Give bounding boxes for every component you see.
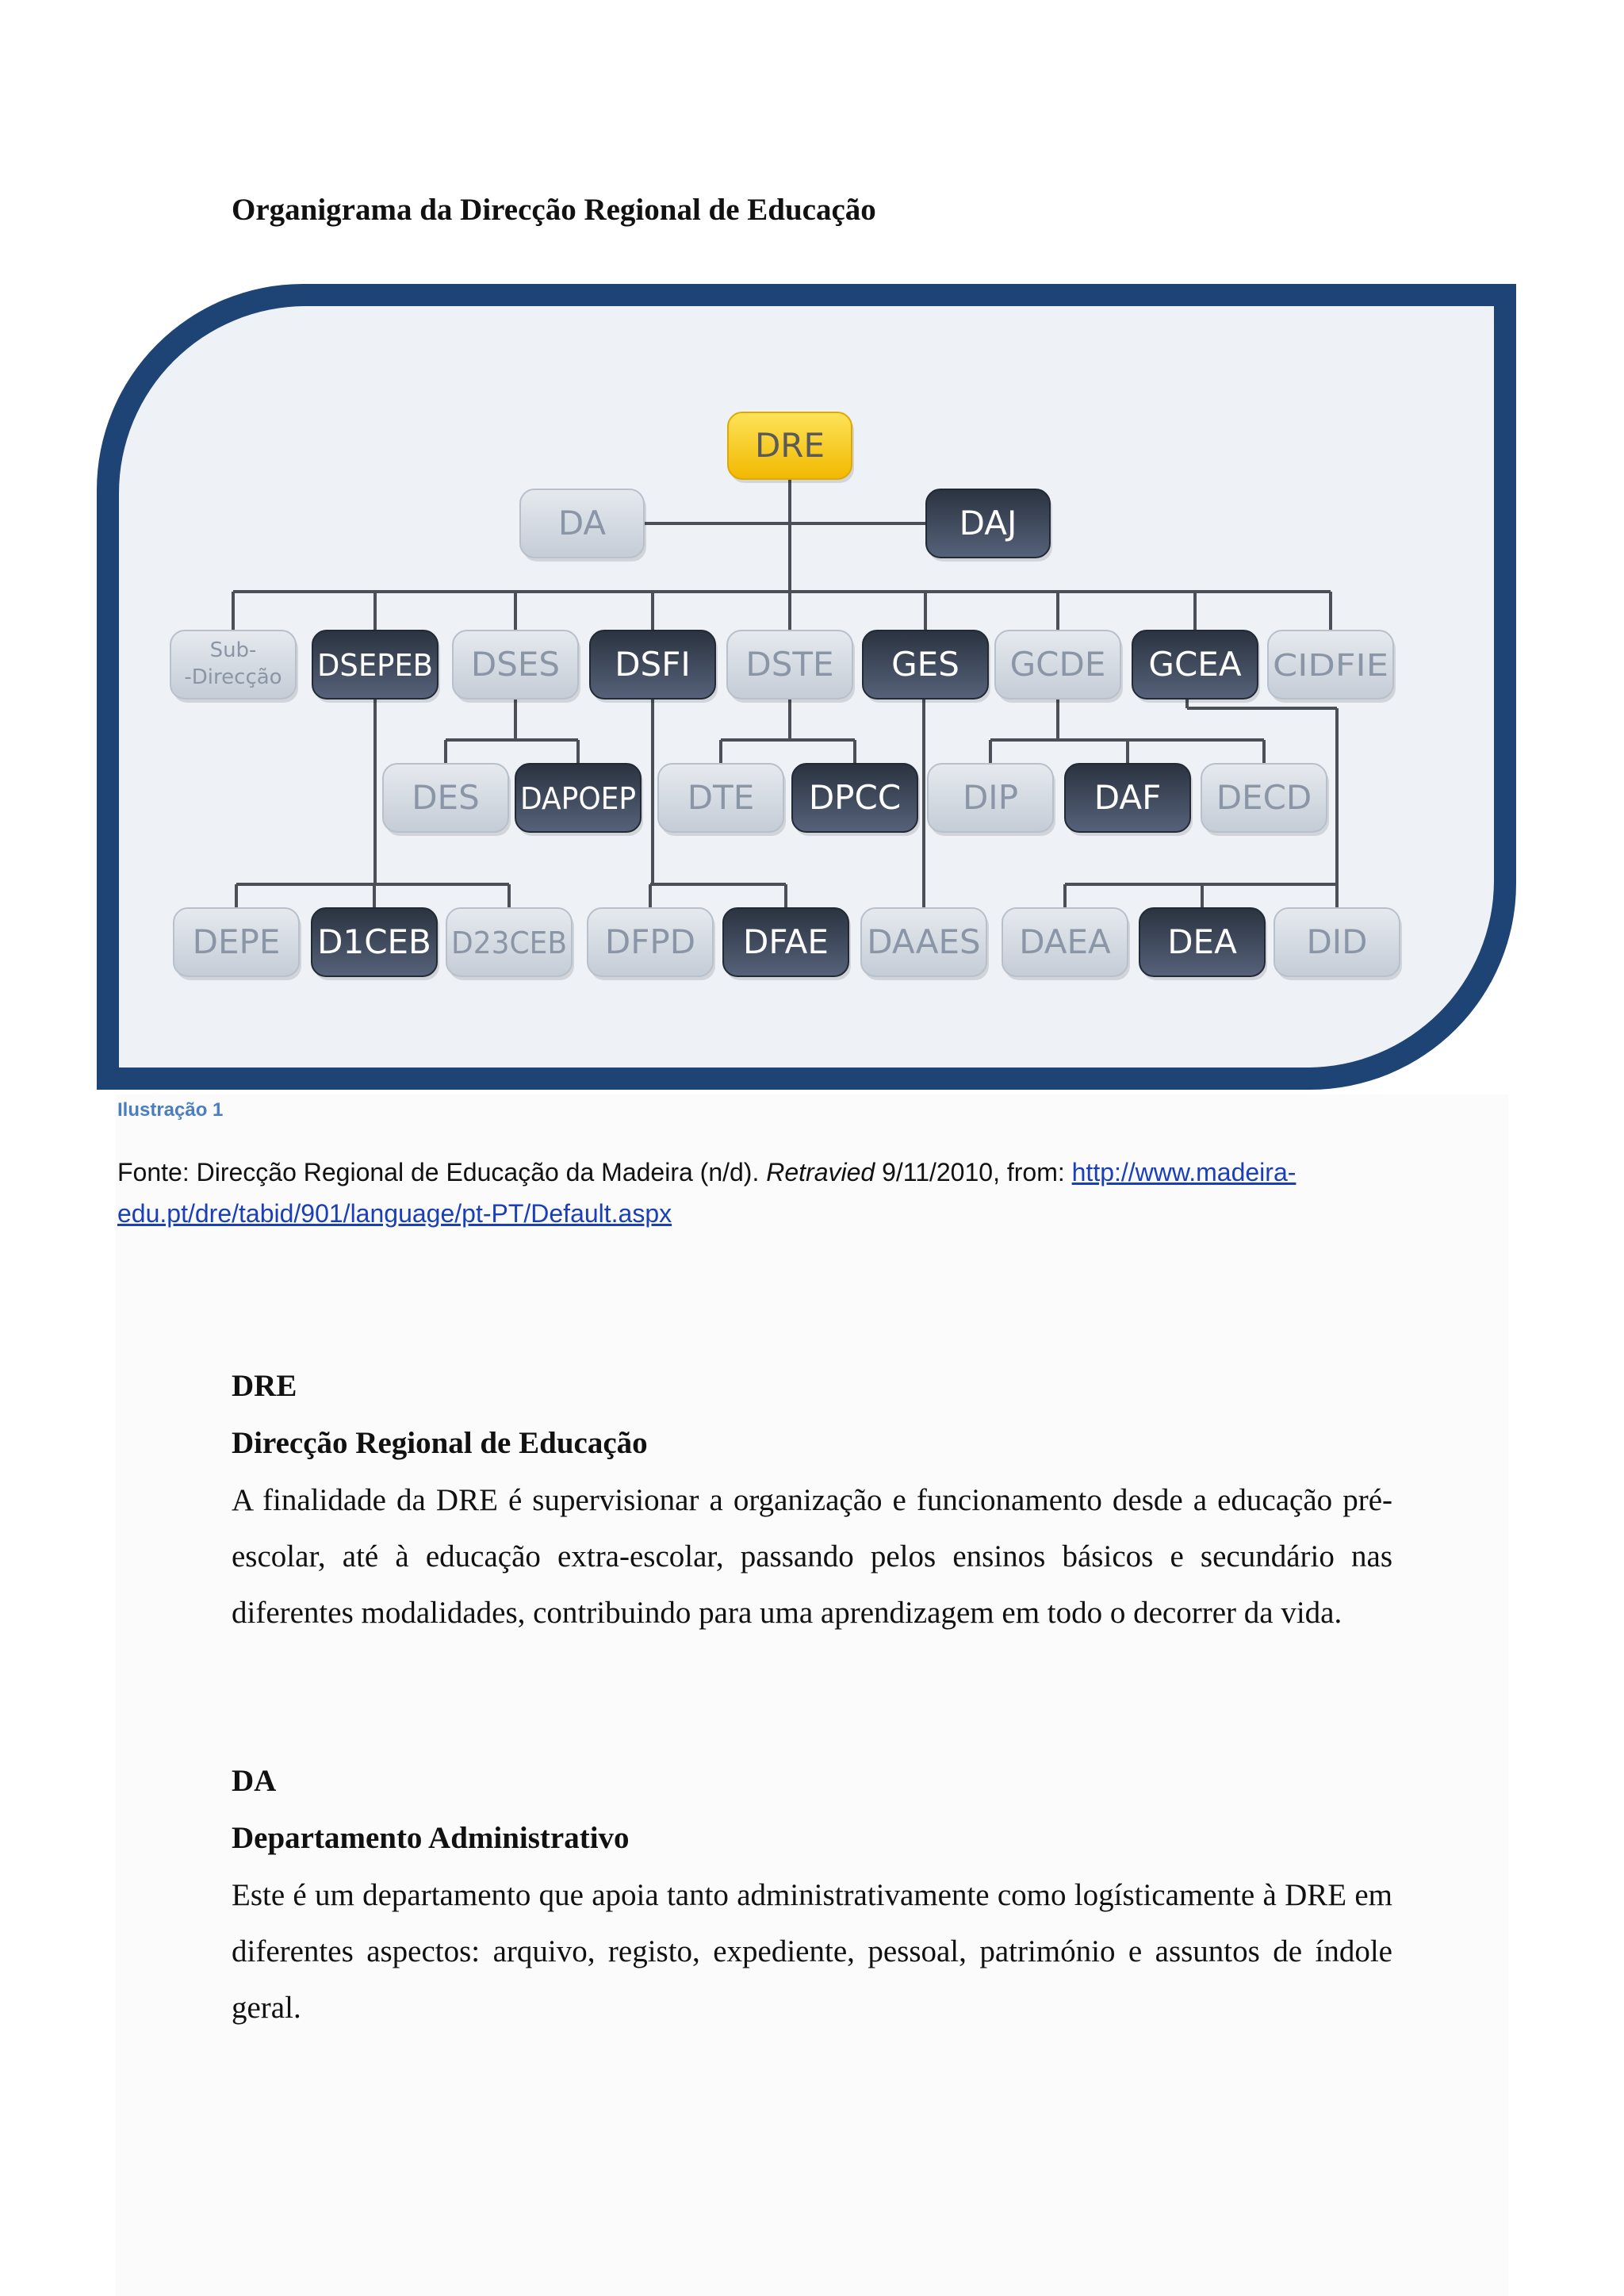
source-link[interactable]: http://www.madeira-edu.pt/dre/tabid/901/language/pt-PT/Default.aspx bbox=[117, 1158, 1297, 1228]
org-node-d1ceb bbox=[312, 908, 439, 980]
node-label: DFAE bbox=[743, 922, 829, 961]
document-title: Organigrama da Direcção Regional de Educação bbox=[232, 193, 876, 227]
node-label: DES bbox=[412, 778, 480, 817]
org-node-des bbox=[383, 764, 511, 836]
org-node-dea bbox=[1139, 908, 1267, 980]
section-abbreviation: DA bbox=[232, 1764, 277, 1798]
node-label: CIDFIE bbox=[1273, 648, 1388, 683]
source-middle: 9/11/2010, from: bbox=[875, 1158, 1072, 1186]
node-label: DAAES bbox=[867, 922, 981, 961]
section-body: Este é um departamento que apoia tanto administrativamente como logísticamente à DRE em diferentes aspectos: arquivo, registo, expediente, pessoal, património e assuntos de índole geral. bbox=[232, 1878, 1392, 2025]
org-node-dip bbox=[928, 764, 1055, 836]
org-node-daf bbox=[1065, 764, 1193, 836]
node-label: DAF bbox=[1094, 778, 1162, 817]
section-full-name: Direcção Regional de Educação bbox=[232, 1426, 648, 1460]
node-label: DAPOEP bbox=[520, 781, 636, 816]
node-label: DEPE bbox=[192, 922, 281, 961]
node-label: Sub- bbox=[209, 638, 257, 662]
source-italic: Retravied bbox=[766, 1158, 875, 1186]
node-label: GCDE bbox=[1009, 645, 1106, 684]
org-node-decd bbox=[1201, 764, 1329, 836]
org-node-dte bbox=[658, 764, 786, 836]
org-node-dfpd bbox=[588, 908, 715, 980]
node-label: DSES bbox=[470, 645, 561, 684]
node-label: -Direcção bbox=[184, 665, 282, 689]
org-node-dsepeb bbox=[312, 631, 440, 703]
node-label: DIP bbox=[962, 778, 1019, 817]
org-node-cidfie bbox=[1268, 631, 1396, 703]
section-dre bbox=[232, 1358, 1392, 1641]
node-label: GCEA bbox=[1148, 645, 1242, 684]
section-body: A finalidade da DRE é supervisionar a organização e funcionamento desde a educação pré-escolar, até à educação extra-escolar, passando pelos ensinos básicos e secundário nas diferentes modalidades, contribuindo para uma aprendizagem em todo o decorrer da vida. bbox=[232, 1483, 1392, 1630]
section-da bbox=[232, 1753, 1392, 2036]
org-node-did bbox=[1274, 908, 1402, 980]
org-chart-frame bbox=[97, 284, 1516, 1090]
org-node-dre bbox=[728, 412, 854, 483]
org-node-daea bbox=[1002, 908, 1130, 980]
node-label: DID bbox=[1306, 922, 1368, 961]
org-node-dapoep bbox=[515, 764, 643, 836]
org-node-dfae bbox=[723, 908, 851, 980]
org-node-daaes bbox=[861, 908, 989, 980]
node-label: DSEPEB bbox=[317, 648, 433, 683]
org-chart bbox=[119, 306, 1494, 1068]
source-citation bbox=[117, 1152, 1434, 1234]
page-background bbox=[116, 1094, 1508, 2296]
org-node-da bbox=[520, 489, 646, 562]
node-label: D23CEB bbox=[451, 926, 567, 960]
org-node-sub bbox=[170, 631, 298, 703]
org-node-dste bbox=[727, 631, 855, 703]
org-node-gcde bbox=[995, 631, 1123, 703]
org-node-ges bbox=[863, 631, 990, 703]
org-node-daj bbox=[926, 489, 1052, 562]
org-node-dsfi bbox=[590, 631, 718, 703]
figure-caption: Ilustração 1 bbox=[117, 1099, 224, 1121]
node-label: DPCC bbox=[808, 778, 902, 817]
node-label: GES bbox=[891, 645, 959, 684]
section-full-name: Departamento Administrativo bbox=[232, 1821, 630, 1855]
node-label: DECD bbox=[1216, 778, 1312, 817]
org-chart-panel bbox=[119, 306, 1494, 1068]
org-node-dpcc bbox=[792, 764, 920, 836]
node-label: DAEA bbox=[1019, 922, 1111, 961]
node-label: DA bbox=[557, 504, 607, 542]
node-label: DAJ bbox=[959, 504, 1017, 542]
node-label: DRE bbox=[754, 426, 825, 465]
node-label: DFPD bbox=[604, 922, 696, 961]
org-node-dses bbox=[453, 631, 580, 703]
node-label: DEA bbox=[1167, 922, 1237, 961]
section-abbreviation: DRE bbox=[232, 1369, 297, 1403]
node-label: DTE bbox=[687, 778, 755, 817]
node-label: DSFI bbox=[615, 645, 691, 684]
source-prefix: Fonte: Direcção Regional de Educação da Madeira (n/d). bbox=[117, 1158, 767, 1186]
org-node-gcea bbox=[1132, 631, 1260, 703]
org-node-d23ceb bbox=[446, 908, 574, 980]
node-label: D1CEB bbox=[317, 922, 431, 961]
org-node-depe bbox=[174, 908, 301, 980]
node-label: DSTE bbox=[745, 645, 834, 684]
